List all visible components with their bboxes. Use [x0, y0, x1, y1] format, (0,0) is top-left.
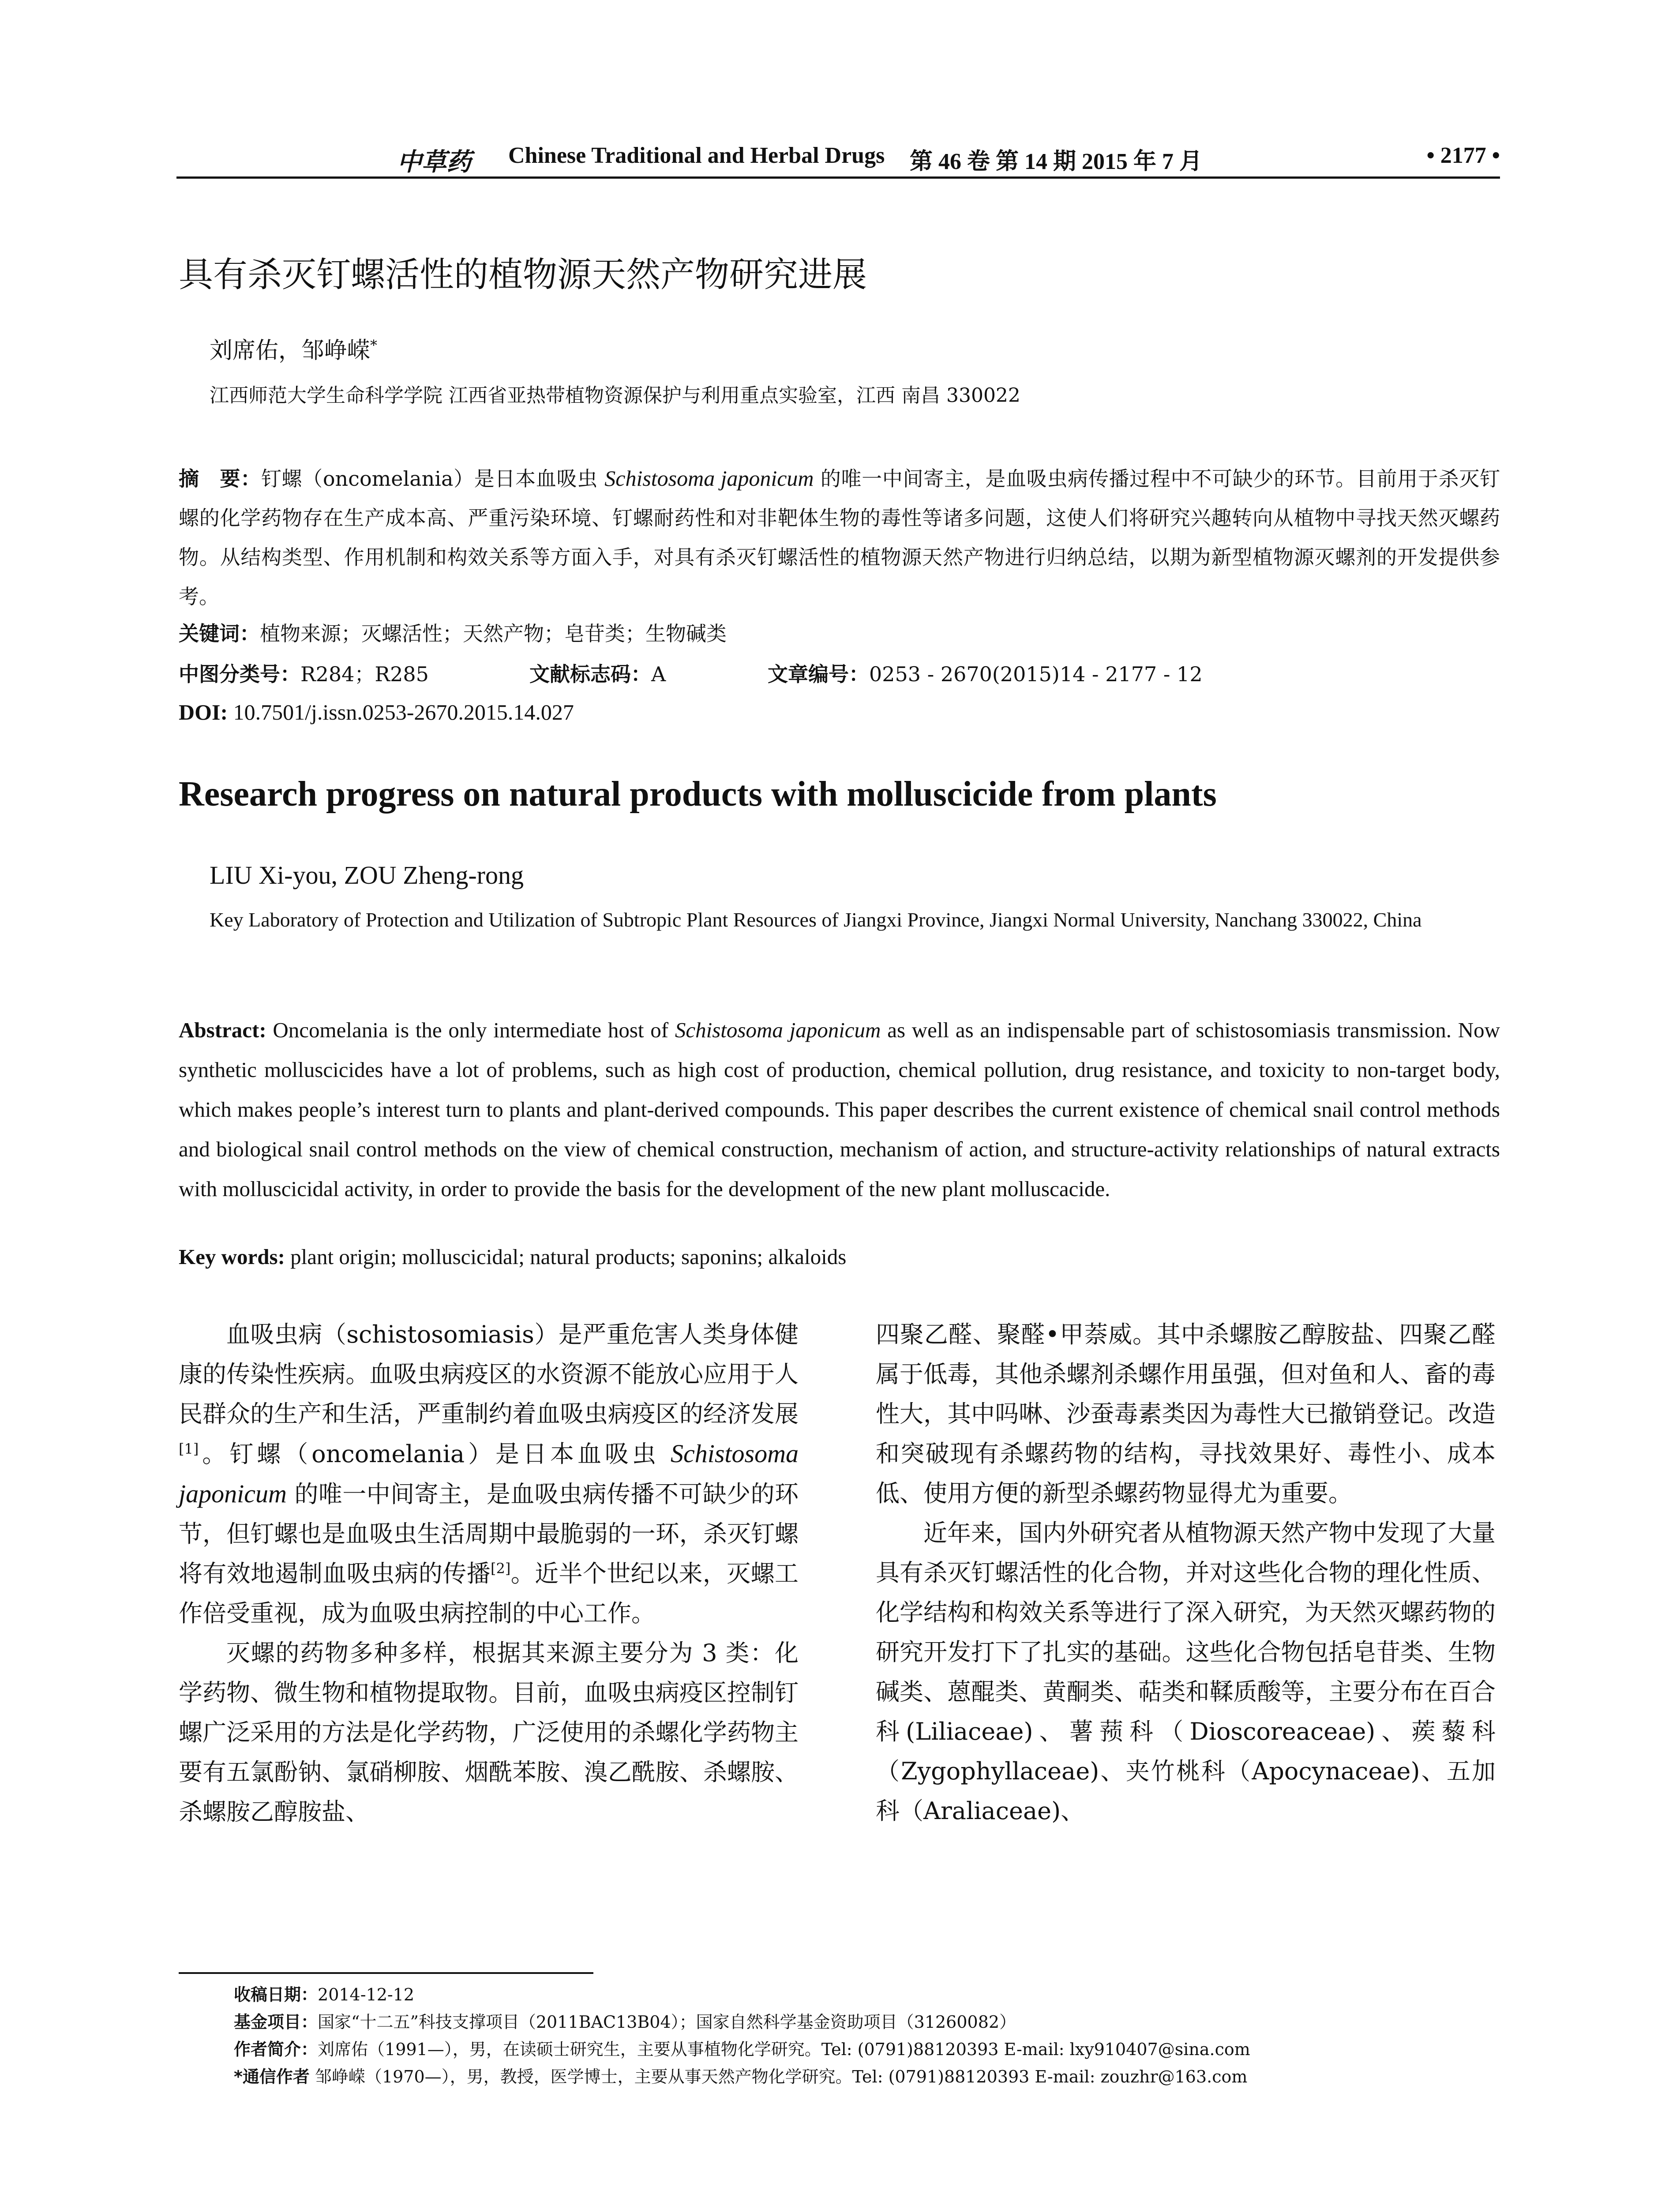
abstract-cn-text-1: 钉螺（oncomelania）是日本血吸虫	[261, 467, 605, 491]
received-date: 2014-12-12	[318, 1985, 415, 2004]
keywords-en-label: Key words:	[179, 1245, 285, 1269]
citation-1[interactable]: [1]	[179, 1441, 199, 1457]
body-column-right	[876, 1315, 1496, 1831]
doi	[179, 699, 574, 725]
running-header	[176, 140, 1500, 180]
title-cn: 具有杀灭钉螺活性的植物源天然产物研究进展	[179, 255, 867, 295]
document-code-value: A	[651, 662, 666, 686]
abstract-cn-species: Schistosoma japonicum	[604, 466, 814, 491]
p1-text-b: 。钉螺（oncomelania）是日本血吸虫	[199, 1440, 671, 1468]
keywords-cn	[179, 618, 727, 647]
body-paragraph-1	[179, 1315, 799, 1633]
abstract-en-label: Abstract:	[179, 1018, 266, 1042]
keywords-en	[179, 1244, 846, 1269]
page-number: • 2177 •	[1426, 143, 1500, 168]
corresponding-text: 邹峥嵘（1970—），男，教授，医学博士，主要从事天然产物化学研究。Tel: (0791)88120393 E-mail: zouzhr@163.com	[309, 2067, 1248, 2086]
header-rule	[176, 176, 1500, 179]
p1-text-d: 。近半个世纪以来，灭螺工作倍受重视，成为血吸虫病控制的中心工作。	[179, 1560, 799, 1627]
authors-en: LIU Xi-you, ZOU Zheng-rong	[210, 861, 524, 889]
title-en: Research progress on natural products with molluscicide from plants	[179, 775, 1217, 814]
abstract-cn-text-2: 的唯一中间寄主，是血吸虫病传播过程中不可缺少的环节。目前用于杀灭钉螺的化学药物存在生产成本高、严重污染环境、钉螺耐药性和对非靶体生物的毒性等诸多问题，这使人们将研究兴趣转向从植物中寻找天然灭螺药物。从结构类型、作用机制和构效关系等方面入手，对具有杀灭钉螺活性的植物源天然产物进行归纳总结，以期为新型植物源灭螺剂的开发提供参考。	[179, 467, 1500, 608]
fund-text: 国家“十二五”科技支撑项目（2011BAC13B04）；国家自然科学基金资助项目（31260082）	[318, 2012, 1016, 2032]
p1-text-a: 血吸虫病（schistosomiasis）是严重危害人类身体健康的传染性疾病。血吸虫病疫区的水资源不能放心应用于人民群众的生产和生活，严重制约着血吸虫病疫区的经济发展	[179, 1321, 799, 1428]
clc-value: R284；R285	[300, 662, 429, 686]
journal-name-en: Chinese Traditional and Herbal Drugs	[508, 143, 885, 168]
abstract-en-text-2: as well as an indispensable part of schistosomiasis transmission. Now synthetic molluscicides have a lot of problems, such as high cost of production, chemical pollution, drug resistance, and toxicity to non-target body, which makes people’s interest turn to plants and plant-derived compounds. This paper describes the current existence of chemical snail control methods and biological snail control methods on the view of chemical construction, mechanism of action, and structure-activity relationships of natural extracts with molluscicidal activity, in order to provide the basis for the development of the new plant molluscacide.	[179, 1018, 1500, 1201]
issue-info: 第 46 卷 第 14 期 2015 年 7 月	[910, 149, 1203, 174]
body-paragraph-3: 近年来，国内外研究者从植物源天然产物中发现了大量具有杀灭钉螺活性的化合物，并对这些化合物的理化性质、化学结构和构效关系等进行了深入研究，为天然灭螺药物的研究开发打下了扎实的基础。这些化合物包括皂苷类、生物碱类、蒽醌类、黄酮类、萜类和鞣质酸等，主要分布在百合科(Liliaceae)、薯蓣科（Dioscoreaceae)、蒺藜科（Zygophyllaceae)、夹竹桃科（Apocynaceae)、五加科（Araliaceae)、	[876, 1519, 1496, 1825]
abstract-cn	[179, 459, 1500, 616]
article-number-label: 文章编号：	[768, 662, 869, 686]
article-number-value: 0253 - 2670(2015)14 - 2177 - 12	[869, 662, 1203, 686]
keywords-en-text: plant origin; molluscicidal; natural products; saponins; alkaloids	[285, 1245, 847, 1269]
received-label: 收稿日期：	[234, 1985, 318, 2004]
doi-label: DOI:	[179, 700, 228, 724]
body-column-left	[179, 1315, 799, 1832]
abstract-cn-label: 摘 要：	[179, 467, 261, 491]
footnotes	[234, 1981, 1504, 2090]
authors-cn-text: 刘席佑，邹峥嵘	[210, 338, 371, 364]
footnote-corresponding	[234, 2063, 1504, 2090]
p1-text-c: 的唯一中间寄主，是血吸虫病传播不可缺少的环节，但钉螺也是血吸虫生活周期中最脆弱的一环，杀灭钉螺将有效地遏制血吸虫病的传播	[179, 1480, 799, 1587]
footnote-rule	[179, 1972, 593, 1974]
abstract-en-species: Schistosoma japonicum	[675, 1018, 881, 1042]
p1-species: Schistosoma japonicum	[179, 1439, 799, 1508]
body-paragraph-2-continued: 四聚乙醛、聚醛•甲萘威。其中杀螺胺乙醇胺盐、四聚乙醛属于低毒，其他杀螺剂杀螺作用虽强，但对鱼和人、畜的毒性大，其中吗啉、沙蚕毒素类因为毒性大已撤销登记。改造和突破现有杀螺药物的结构，寻找效果好、毒性小、成本低、使用方便的新型杀螺药物显得尤为重要。	[876, 1321, 1496, 1507]
fund-label: 基金项目：	[234, 2012, 318, 2032]
footnote-received	[234, 1981, 1504, 2008]
footnote-author	[234, 2036, 1504, 2063]
clc-label: 中图分类号：	[179, 662, 300, 686]
affiliation-en: Key Laboratory of Protection and Utilization of Subtropic Plant Resources of Jiangxi Province, Jiangxi Normal University, Nanchang 330022, China	[210, 908, 1422, 931]
corresponding-label: *通信作者	[234, 2067, 310, 2086]
citation-2[interactable]: [2]	[491, 1560, 511, 1577]
clc-code	[179, 658, 429, 687]
document-code	[529, 658, 666, 687]
author-bio-text: 刘席佑（1991—），男，在读硕士研究生，主要从事植物化学研究。Tel: (0791)88120393 E-mail: lxy910407@sina.com	[318, 2040, 1250, 2059]
abstract-en	[179, 1010, 1500, 1209]
keywords-cn-text: 植物来源；灭螺活性；天然产物；皂苷类；生物碱类	[260, 622, 727, 645]
journal-name-cn: 中草药	[397, 147, 471, 176]
footnote-fund	[234, 2008, 1504, 2036]
document-code-label: 文献标志码：	[529, 662, 651, 686]
author-bio-label: 作者简介：	[234, 2040, 318, 2059]
doi-value: 10.7501/j.issn.0253-2670.2015.14.027	[228, 700, 574, 724]
classification-line	[179, 658, 1500, 689]
body-paragraph-2: 灭螺的药物多种多样，根据其来源主要分为 3 类：化学药物、微生物和植物提取物。目前，血吸虫病疫区控制钉螺广泛采用的方法是化学药物，广泛使用的杀螺化学药物主要有五氯酚钠、氯硝柳胺、烟酰苯胺、溴乙酰胺、杀螺胺、杀螺胺乙醇胺盐、	[179, 1639, 799, 1826]
authors-cn	[210, 332, 377, 365]
abstract-en-text-1: Oncomelania is the only intermediate host of	[266, 1018, 675, 1042]
keywords-cn-label: 关键词：	[179, 622, 260, 645]
affiliation-cn: 江西师范大学生命科学学院 江西省亚热带植物资源保护与利用重点实验室，江西 南昌 330022	[210, 384, 1020, 407]
corresponding-mark: *	[370, 337, 378, 354]
article-number	[768, 658, 1203, 687]
